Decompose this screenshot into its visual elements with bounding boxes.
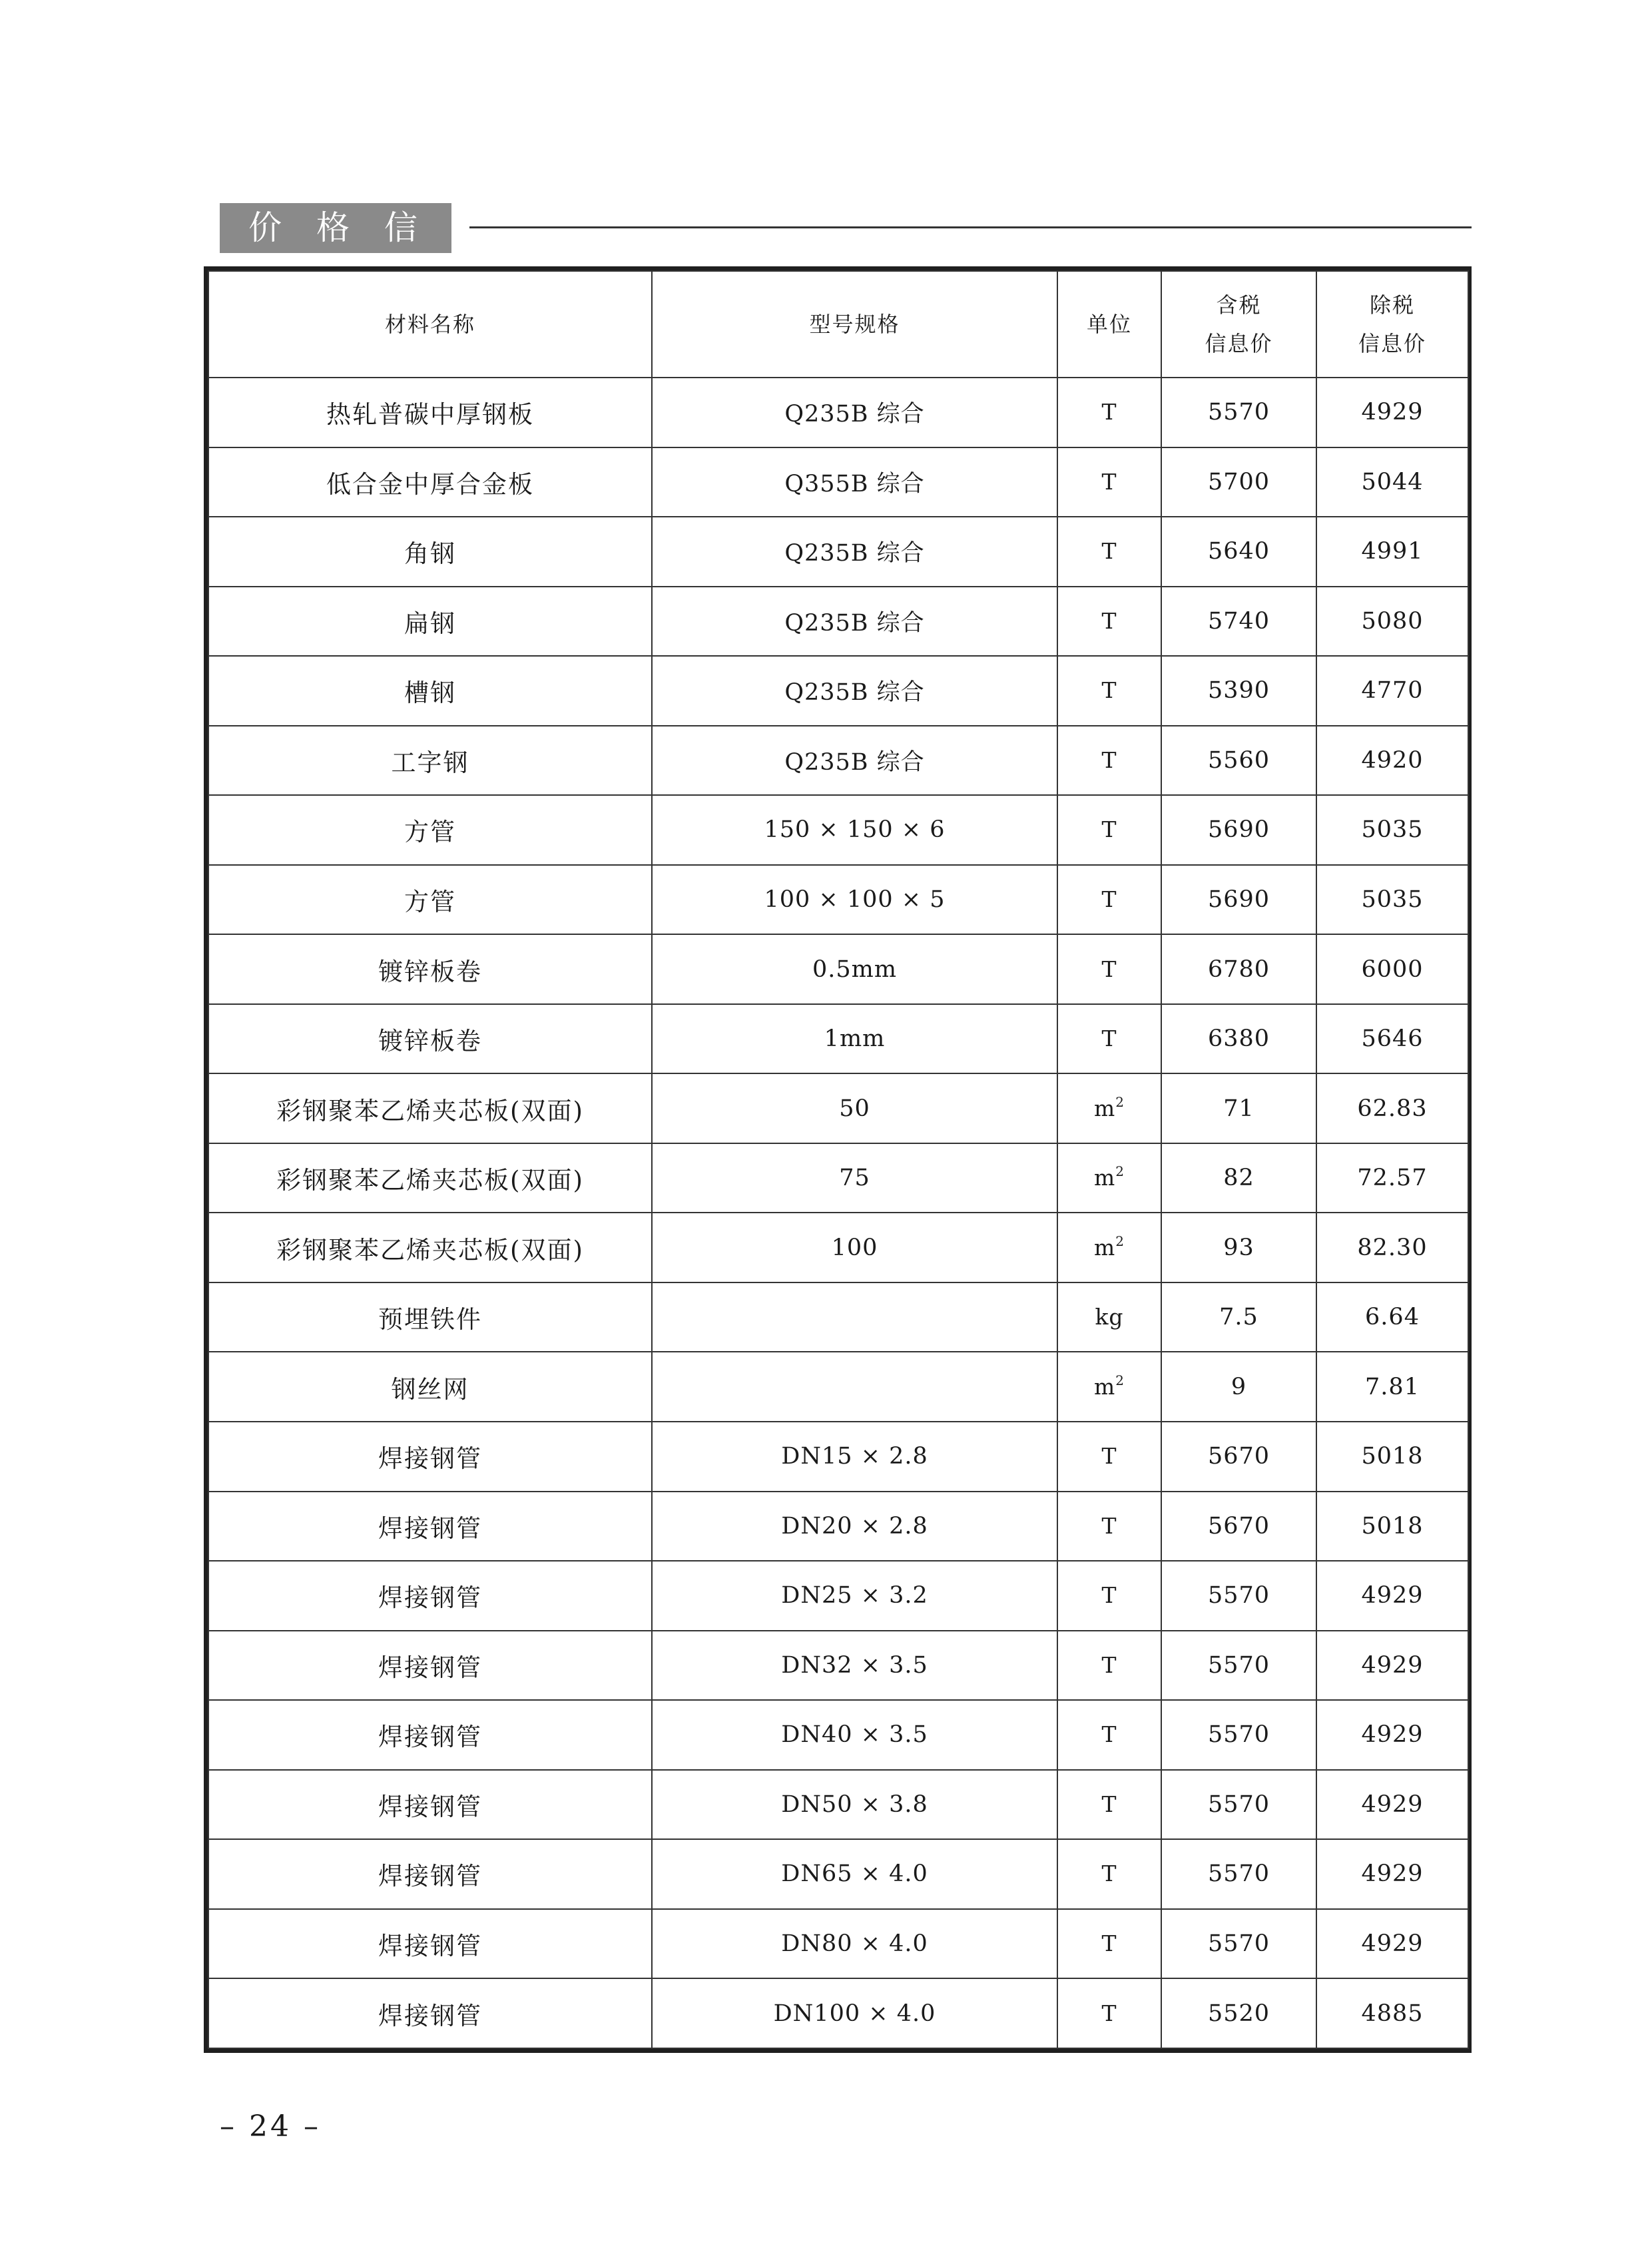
cell-price-with-tax: 5520 (1161, 1978, 1316, 2048)
cell-unit (1057, 656, 1161, 726)
cell-spec: DN65 × 4.0 (652, 1839, 1057, 1909)
cell-unit (1057, 447, 1161, 517)
cell-material-name: 角钢 (208, 517, 652, 587)
cell-price-with-tax: 5670 (1161, 1492, 1316, 1561)
unit-text: m (1093, 1095, 1116, 1121)
cell-spec: Q355B 综合 (652, 447, 1057, 517)
cell-unit (1057, 1422, 1161, 1492)
unit-text: T (1101, 1025, 1117, 1052)
cell-price-without-tax: 4929 (1316, 1839, 1468, 1909)
table-row (208, 1561, 1468, 1631)
cell-unit (1057, 1492, 1161, 1561)
unit-text: kg (1095, 1304, 1124, 1330)
cell-price-with-tax: 5570 (1161, 1909, 1316, 1979)
header-price-without-tax (1316, 271, 1468, 378)
unit-text: T (1101, 886, 1117, 912)
cell-price-without-tax: 4929 (1316, 1700, 1468, 1770)
cell-spec: DN32 × 3.5 (652, 1631, 1057, 1701)
cell-spec: DN50 × 3.8 (652, 1770, 1057, 1840)
header-price-with-tax (1161, 271, 1316, 378)
unit-text: T (1101, 816, 1117, 843)
table-row (208, 1770, 1468, 1840)
cell-unit (1057, 1561, 1161, 1631)
cell-price-without-tax: 4885 (1316, 1978, 1468, 2048)
cell-price-with-tax: 6780 (1161, 934, 1316, 1004)
unit-text: T (1101, 1512, 1117, 1539)
price-table-frame (204, 266, 1472, 2053)
cell-price-with-tax: 5690 (1161, 865, 1316, 935)
unit-text: T (1101, 399, 1117, 425)
cell-spec: DN100 × 4.0 (652, 1978, 1057, 2048)
table-row (208, 1909, 1468, 1979)
cell-material-name: 焊接钢管 (208, 1839, 652, 1909)
unit-text: T (1101, 607, 1117, 634)
cell-material-name: 预埋铁件 (208, 1282, 652, 1352)
table-row (208, 1700, 1468, 1770)
price-table (208, 270, 1469, 2049)
cell-unit (1057, 517, 1161, 587)
cell-spec: DN25 × 3.2 (652, 1561, 1057, 1631)
cell-price-without-tax: 5018 (1316, 1492, 1468, 1561)
cell-price-without-tax: 4929 (1316, 378, 1468, 447)
cell-spec: 0.5mm (652, 934, 1057, 1004)
cell-spec: Q235B 综合 (652, 656, 1057, 726)
cell-unit (1057, 1352, 1161, 1422)
cell-spec: 75 (652, 1143, 1057, 1213)
cell-unit (1057, 1978, 1161, 2048)
cell-price-with-tax: 5390 (1161, 656, 1316, 726)
cell-unit (1057, 1839, 1161, 1909)
table-row (208, 726, 1468, 796)
cell-price-with-tax: 5570 (1161, 1700, 1316, 1770)
table-header-row (208, 271, 1468, 378)
cell-price-without-tax: 4929 (1316, 1561, 1468, 1631)
table-row (208, 1282, 1468, 1352)
table-row (208, 1073, 1468, 1143)
cell-price-with-tax: 5570 (1161, 1839, 1316, 1909)
cell-material-name: 槽钢 (208, 656, 652, 726)
cell-unit (1057, 1282, 1161, 1352)
unit-text: T (1101, 1651, 1117, 1678)
header-spec: 型号规格 (652, 271, 1057, 378)
cell-price-without-tax: 4929 (1316, 1909, 1468, 1979)
unit-text: T (1101, 1930, 1117, 1956)
cell-spec: Q235B 综合 (652, 517, 1057, 587)
cell-material-name: 钢丝网 (208, 1352, 652, 1422)
cell-material-name: 热轧普碳中厚钢板 (208, 378, 652, 447)
cell-price-with-tax: 5560 (1161, 726, 1316, 796)
cell-price-with-tax: 5570 (1161, 378, 1316, 447)
table-row (208, 1004, 1468, 1074)
cell-price-without-tax: 72.57 (1316, 1143, 1468, 1213)
table-row (208, 1978, 1468, 2048)
cell-material-name: 方管 (208, 795, 652, 865)
cell-material-name: 镀锌板卷 (208, 934, 652, 1004)
cell-spec: DN80 × 4.0 (652, 1909, 1057, 1979)
cell-unit (1057, 1213, 1161, 1282)
cell-price-without-tax: 62.83 (1316, 1073, 1468, 1143)
unit-text: T (1101, 468, 1117, 495)
cell-unit (1057, 1700, 1161, 1770)
cell-spec: 1mm (652, 1004, 1057, 1074)
cell-price-without-tax: 4991 (1316, 517, 1468, 587)
cell-unit (1057, 1004, 1161, 1074)
cell-price-without-tax: 5080 (1316, 587, 1468, 657)
unit-text: T (1101, 2000, 1117, 2026)
table-row (208, 1492, 1468, 1561)
cell-material-name: 低合金中厚合金板 (208, 447, 652, 517)
cell-material-name: 焊接钢管 (208, 1561, 652, 1631)
cell-price-with-tax: 5570 (1161, 1770, 1316, 1840)
cell-spec (652, 1282, 1057, 1352)
table-row (208, 1631, 1468, 1701)
cell-material-name: 焊接钢管 (208, 1909, 652, 1979)
unit-text: T (1101, 1721, 1117, 1748)
cell-price-without-tax: 4929 (1316, 1631, 1468, 1701)
table-row (208, 934, 1468, 1004)
header-unit: 单位 (1057, 271, 1161, 378)
unit-superscript: 2 (1115, 1372, 1125, 1388)
cell-material-name: 焊接钢管 (208, 1978, 652, 2048)
cell-spec (652, 1352, 1057, 1422)
header-price-without-tax-line1: 除税 (1369, 292, 1415, 318)
cell-price-without-tax: 5646 (1316, 1004, 1468, 1074)
cell-material-name: 镀锌板卷 (208, 1004, 652, 1074)
cell-price-with-tax: 7.5 (1161, 1282, 1316, 1352)
table-row (208, 1213, 1468, 1282)
table-row (208, 865, 1468, 935)
cell-price-with-tax: 5700 (1161, 447, 1316, 517)
cell-spec: DN20 × 2.8 (652, 1492, 1057, 1561)
header-price-with-tax-line1: 含税 (1216, 292, 1262, 318)
section-header (220, 203, 1472, 297)
cell-material-name: 焊接钢管 (208, 1492, 652, 1561)
cell-price-with-tax: 5690 (1161, 795, 1316, 865)
unit-text: m (1093, 1373, 1116, 1400)
cell-spec: 100 (652, 1213, 1057, 1282)
cell-unit (1057, 1143, 1161, 1213)
cell-unit (1057, 587, 1161, 657)
cell-price-with-tax: 93 (1161, 1213, 1316, 1282)
cell-price-without-tax: 4929 (1316, 1770, 1468, 1840)
table-row (208, 1422, 1468, 1492)
cell-spec: DN40 × 3.5 (652, 1700, 1057, 1770)
table-row (208, 378, 1468, 447)
cell-spec: 150 × 150 × 6 (652, 795, 1057, 865)
cell-material-name: 焊接钢管 (208, 1422, 652, 1492)
cell-material-name: 焊接钢管 (208, 1770, 652, 1840)
unit-superscript: 2 (1115, 1093, 1125, 1110)
cell-price-with-tax: 5670 (1161, 1422, 1316, 1492)
unit-text: T (1101, 1860, 1117, 1887)
table-row (208, 447, 1468, 517)
unit-text: m (1093, 1234, 1116, 1261)
cell-material-name: 彩钢聚苯乙烯夹芯板(双面) (208, 1213, 652, 1282)
cell-price-without-tax: 7.81 (1316, 1352, 1468, 1422)
cell-material-name: 扁钢 (208, 587, 652, 657)
unit-superscript: 2 (1115, 1163, 1125, 1180)
cell-price-with-tax: 71 (1161, 1073, 1316, 1143)
cell-spec: 100 × 100 × 5 (652, 865, 1057, 935)
unit-superscript: 2 (1115, 1233, 1125, 1249)
cell-spec: Q235B 综合 (652, 726, 1057, 796)
cell-material-name: 方管 (208, 865, 652, 935)
cell-price-with-tax: 82 (1161, 1143, 1316, 1213)
cell-price-with-tax: 9 (1161, 1352, 1316, 1422)
table-body (208, 378, 1468, 2048)
header-price-without-tax-line2: 信息价 (1358, 331, 1426, 356)
table-row (208, 1143, 1468, 1213)
cell-price-without-tax: 6.64 (1316, 1282, 1468, 1352)
cell-spec: 50 (652, 1073, 1057, 1143)
cell-material-name: 焊接钢管 (208, 1631, 652, 1701)
cell-unit (1057, 1770, 1161, 1840)
cell-price-without-tax: 4920 (1316, 726, 1468, 796)
header-price-with-tax-line2: 信息价 (1205, 331, 1273, 356)
unit-text: T (1101, 1443, 1117, 1470)
unit-text: T (1101, 746, 1117, 773)
cell-unit (1057, 378, 1161, 447)
cell-price-without-tax: 5035 (1316, 795, 1468, 865)
cell-unit (1057, 1073, 1161, 1143)
unit-text: T (1101, 956, 1117, 982)
cell-unit (1057, 865, 1161, 935)
cell-price-with-tax: 5570 (1161, 1561, 1316, 1631)
unit-text: T (1101, 1791, 1117, 1817)
cell-price-with-tax: 6380 (1161, 1004, 1316, 1074)
cell-spec: DN15 × 2.8 (652, 1422, 1057, 1492)
cell-price-with-tax: 5640 (1161, 517, 1316, 587)
cell-unit (1057, 934, 1161, 1004)
unit-text: T (1101, 538, 1117, 565)
unit-text: T (1101, 677, 1117, 704)
page-number: – 24 – (220, 2110, 321, 2143)
table-row (208, 587, 1468, 657)
table-row (208, 795, 1468, 865)
table-row (208, 656, 1468, 726)
cell-spec: Q235B 综合 (652, 587, 1057, 657)
cell-material-name: 彩钢聚苯乙烯夹芯板(双面) (208, 1143, 652, 1213)
table-row (208, 1352, 1468, 1422)
cell-material-name: 彩钢聚苯乙烯夹芯板(双面) (208, 1073, 652, 1143)
section-divider (469, 226, 1472, 228)
cell-price-without-tax: 6000 (1316, 934, 1468, 1004)
cell-material-name: 焊接钢管 (208, 1700, 652, 1770)
cell-price-without-tax: 5018 (1316, 1422, 1468, 1492)
cell-unit (1057, 1909, 1161, 1979)
cell-price-with-tax: 5740 (1161, 587, 1316, 657)
cell-price-with-tax: 5570 (1161, 1631, 1316, 1701)
cell-unit (1057, 726, 1161, 796)
cell-price-without-tax: 5035 (1316, 865, 1468, 935)
unit-text: T (1101, 1582, 1117, 1609)
cell-price-without-tax: 82.30 (1316, 1213, 1468, 1282)
cell-material-name: 工字钢 (208, 726, 652, 796)
section-title: 价 格 信 息 (220, 203, 451, 253)
cell-price-without-tax: 5044 (1316, 447, 1468, 517)
cell-unit (1057, 795, 1161, 865)
header-material-name: 材料名称 (208, 271, 652, 378)
cell-price-without-tax: 4770 (1316, 656, 1468, 726)
cell-unit (1057, 1631, 1161, 1701)
table-row (208, 517, 1468, 587)
table-row (208, 1839, 1468, 1909)
unit-text: m (1093, 1165, 1116, 1191)
cell-spec: Q235B 综合 (652, 378, 1057, 447)
